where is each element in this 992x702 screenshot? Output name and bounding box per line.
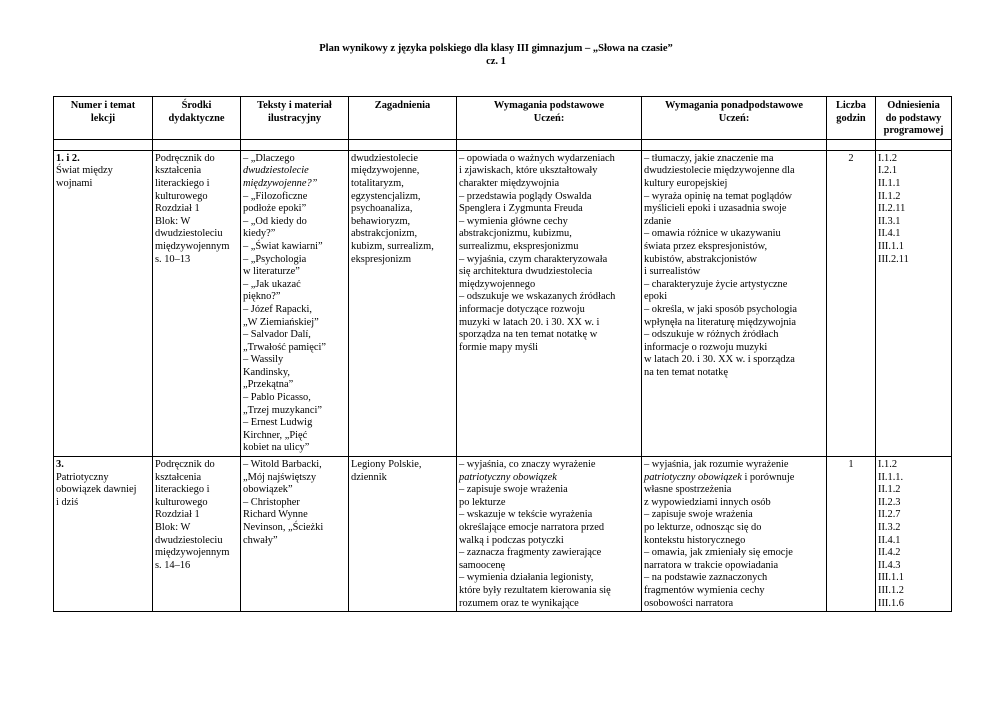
title-line-2: cz. 1 xyxy=(486,56,506,67)
odniesienia-cell: I.1.2 I.2.1 II.1.1 II.1.2 II.2.11 II.3.1 II.4.1 III.1.1 III.2.11 xyxy=(876,150,952,456)
lesson-number: 1. i 2. xyxy=(56,152,80,164)
header-row xyxy=(54,97,952,140)
teksty-cell: – Witold Barbacki, „Mój najświętszy obowiązek” – Christopher Richard Wynne Nevinson, „Ścieżki chwały” xyxy=(241,457,349,612)
liczba-godzin-cell: 2 xyxy=(827,150,876,456)
header-zagadnienia: Zagadnienia xyxy=(349,97,457,140)
lesson-number-topic: 1. i 2. Świat między wojnami xyxy=(54,150,153,456)
header-odniesienia: Odniesienia do podstawy programowej xyxy=(876,97,952,140)
document-title xyxy=(0,42,992,68)
wymagania-ponadpodstawowe-cell: – tłumaczy, jakie znaczenie ma dwudziestolecie międzywojenne dla kultury europejskiej – wyraża opinię na temat poglądów myślicieli epoki i uzasadnia swoje zdanie – omawia różnice w ukazywaniu świata przez ekspresjonistów, kubistów, abstrakcjonistów i surrealistów – charakteryzuje życie artystyczne epoki – określa, w jaki sposób psychologia wpłynęła na literaturę międzywojnia – odszukuje w różnych źródłach informacje o rozwoju muzyki w latach 20. i 30. XX w. i sporządza na ten temat notatkę xyxy=(642,150,827,456)
lesson-number: 3. xyxy=(56,459,64,471)
table-row xyxy=(54,150,952,456)
header-wymagania-ponadpodstawowe: Wymagania ponadpodstawowe Uczeń: xyxy=(642,97,827,140)
zagadnienia-cell: Legiony Polskie, dziennik xyxy=(349,457,457,612)
lesson-number-topic: 3. Patriotyczny obowiązek dawniej i dziś xyxy=(54,457,153,612)
header-numer: Numer i temat lekcji xyxy=(54,97,153,140)
wymagania-podstawowe-cell: – wyjaśnia, co znaczy wyrażenie patriotyczny obowiązek – zapisuje swoje wrażenia po lekturze – wskazuje w tekście wyrażenia określające emocje narratora przed walką i podczas potyczki – zaznacza fragmenty zawierające samoocenę – wymienia działania legionisty, które były rezultatem kierowania się rozumem oraz te wynikające xyxy=(457,457,642,612)
spacer-row xyxy=(54,139,952,150)
odniesienia-cell: I.1.2 II.1.1. II.1.2 II.2.3 II.2.7 II.3.2 II.4.1 II.4.2 II.4.3 III.1.1 III.1.2 III.1.6 xyxy=(876,457,952,612)
teksty-cell: – „Dlaczego dwudziestolecie międzywojenne?” – „Filozoficzne podłoże epoki” – „Od kiedy do kiedy?” – „Świat kawiarni” – „Psychologia w literaturze” – „Jak ukazać piękno?” – Józef Rapacki, „W Ziemiańskiej” – Salvador Dalí, „Trwałość pamięci” – Wassily Kandinsky, „Przekątna” – Pablo Picasso, „Trzej muzykanci” – Ernest Ludwig Kirchner, „Pięć kobiet na ulicy” xyxy=(241,150,349,456)
title-line-1: Plan wynikowy z języka polskiego dla klasy III gimnazjum – „Słowa na czasie” xyxy=(319,43,673,54)
liczba-godzin-cell: 1 xyxy=(827,457,876,612)
header-teksty: Teksty i materiał ilustracyjny xyxy=(241,97,349,140)
header-wymagania-podstawowe: Wymagania podstawowe Uczeń: xyxy=(457,97,642,140)
plan-table xyxy=(53,96,952,612)
wymagania-ponadpodstawowe-cell: – wyjaśnia, jak rozumie wyrażenie patriotyczny obowiązek i porównuje własne spostrzeżenia z wypowiedziami innych osób – zapisuje swoje wrażenia po lekturze, odnosząc się do kontekstu historycznego – omawia, jak zmieniały się emocje narratora w trakcie opowiadania – na podstawie zaznaczonych fragmentów wymienia cechy osobowości narratora xyxy=(642,457,827,612)
srodki-cell: Podręcznik do kształcenia literackiego i kulturowego Rozdział 1 Blok: W dwudziestoleciu międzywojennym s. 10–13 xyxy=(153,150,241,456)
header-liczba-godzin: Liczba godzin xyxy=(827,97,876,140)
wymagania-podstawowe-cell: – opowiada o ważnych wydarzeniach i zjawiskach, które ukształtowały charakter międzywojnia – przedstawia poglądy Oswalda Spenglera i Zygmunta Freuda – wymienia główne cechy abstrakcjonizmu, kubizmu, surrealizmu, ekspresjonizmu – wyjaśnia, czym charakteryzowała się architektura dwudziestolecia międzywojennego – odszukuje we wskazanych źródłach informacje dotyczące rozwoju muzyki w latach 20. i 30. XX w. i sporządza na ten temat notatkę w formie mapy myśli xyxy=(457,150,642,456)
table-row xyxy=(54,457,952,612)
zagadnienia-cell: dwudziestolecie międzywojenne, totalitaryzm, egzystencjalizm, psychoanaliza, behawioryzm, abstrakcjonizm, kubizm, surrealizm, ekspresjonizm xyxy=(349,150,457,456)
srodki-cell: Podręcznik do kształcenia literackiego i kulturowego Rozdział 1 Blok: W dwudziestoleciu międzywojennym s. 14–16 xyxy=(153,457,241,612)
header-srodki: Środki dydaktyczne xyxy=(153,97,241,140)
